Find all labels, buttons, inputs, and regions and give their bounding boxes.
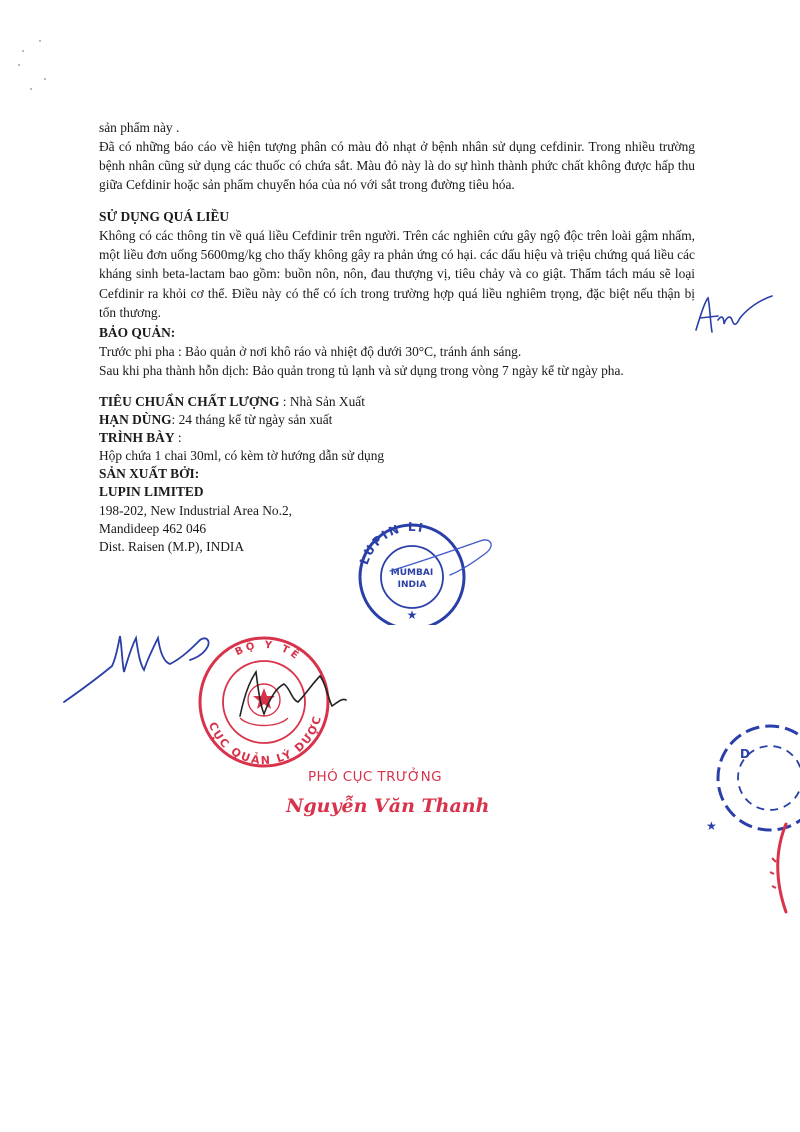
scan-speck — [22, 50, 24, 52]
svg-text:LUPIN LI — [357, 520, 426, 567]
ministry-seal-top-text: BỘ Y TẾ — [233, 639, 303, 664]
ministry-seal-bottom-text: CỤC QUẢN LÝ DƯỢC — [205, 713, 325, 768]
expiry-value: : 24 tháng kể từ ngày sản xuất — [171, 412, 333, 427]
presentation-label: TRÌNH BÀY — [99, 430, 175, 445]
presentation-colon: : — [174, 430, 182, 445]
scan-speck — [44, 78, 46, 80]
quality-standard-line — [99, 392, 365, 411]
manufacturer-label: SẢN XUẤT BỞI: — [99, 466, 200, 481]
paragraph-continuation: sản phẩm này . — [99, 120, 180, 135]
signatory-title: PHÓ CỤC TRƯỞNG — [308, 769, 442, 785]
partial-red-stamp — [746, 818, 800, 918]
scan-speck — [30, 88, 32, 90]
paragraph-overdose: Không có các thông tin về quá liều Cefdinir trên người. Trên các nghiên cứu gây ngộ độc trên loài gậm nhấm, một liều đơn uống 5600mg/kg cho thấy không gây ra phản ứng có hại. các dấu hiệu và triệu chứng quá liều các kháng sinh beta-lactam bao gồm: buồn nôn, nôn, đau thượng vị, tiêu chảy và co giật. Thẩm tách máu sẽ loại Cefdinir ra khỏi cơ thể. Điều này có thể có ích trong trường hợp quá liều nghiêm trọng, đặc biệt nếu thận bị tổn thương. — [99, 228, 695, 320]
expiry-label: HẠN DÙNG — [99, 412, 172, 427]
expiry-line — [99, 410, 332, 429]
heading-overdose: SỬ DỤNG QUÁ LIỀU — [99, 209, 230, 224]
paragraph-stool-color: Đã có những báo cáo về hiện tượng phân có màu đỏ nhạt ở bệnh nhân sử dụng cefdinir. Trong nhiều trường bệnh nhân cũng sử dụng các thuốc có chứa sắt. Màu đỏ này là do sự hình thành phức chất không được hấp thu giữa Cefdinir hoặc sản phẩm chuyển hóa của nó với sắt trong đường tiêu hóa. — [99, 139, 695, 193]
storage-before-mixing: Trước phi pha : Bảo quản ở nơi khô ráo và nhiệt độ dưới 30°C, tránh ánh sáng. — [99, 344, 522, 359]
partial-stamp-letter: D — [740, 747, 750, 761]
manufacturer-name: LUPIN LIMITED — [99, 484, 204, 499]
presentation-heading-line — [99, 428, 182, 447]
star-icon: ★ — [706, 819, 717, 833]
heading-storage: BẢO QUẢN: — [99, 325, 176, 340]
ministry-seal — [180, 628, 350, 768]
manufacturer-address-1: 198-202, New Industrial Area No.2, — [99, 503, 293, 518]
initials-signature — [688, 290, 778, 340]
svg-text:CỤC QUẢN LÝ DƯỢC — [206, 713, 324, 767]
lupin-company-stamp — [340, 515, 500, 625]
lupin-stamp-country: INDIA — [397, 580, 427, 590]
presentation-value: Hộp chứa 1 chai 30ml, có kèm tờ hướng dẫn sử dụng — [99, 448, 385, 463]
scan-speck — [18, 64, 20, 66]
quality-standard-value: : Nhà Sản Xuất — [279, 394, 365, 409]
quality-standard-label: TIÊU CHUẨN CHẤT LƯỢNG — [99, 394, 280, 409]
lupin-stamp-city: MUMBAI — [390, 568, 434, 578]
storage-after-mixing: Sau khi pha thành hỗn dịch: Bảo quản trong tủ lạnh và sử dụng trong vòng 7 ngày kể từ ngày pha. — [99, 363, 624, 378]
scan-speck — [39, 40, 41, 42]
signatory-name: Nguyễn Văn Thanh — [286, 795, 490, 817]
manufacturer-address-2: Mandideep 462 046 — [99, 521, 207, 536]
star-icon: ★ — [406, 608, 418, 622]
manufacturer-address-3: Dist. Raisen (M.P), INDIA — [99, 539, 245, 554]
lupin-stamp-top-text: LUPIN LI — [356, 519, 426, 567]
